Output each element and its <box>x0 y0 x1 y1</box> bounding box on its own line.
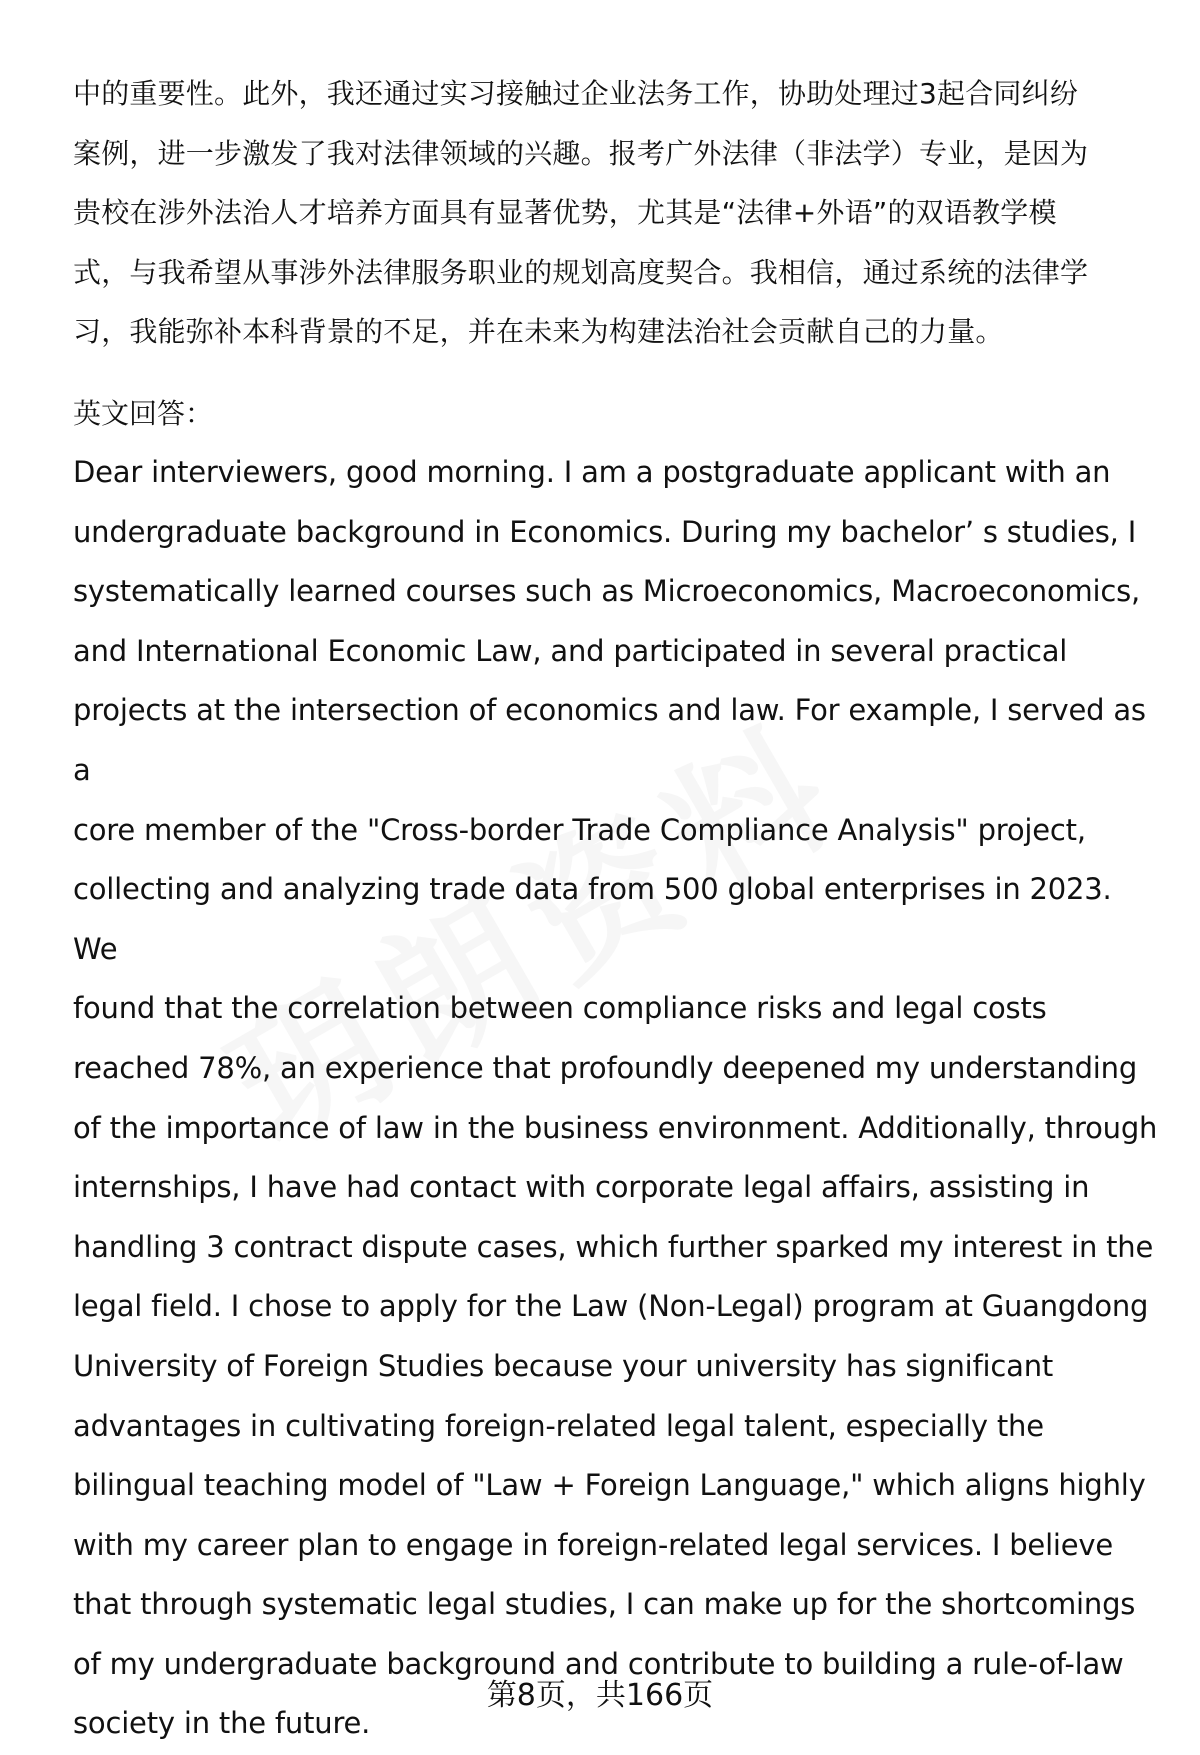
text-line: bilingual teaching model of "Law + Foreign Language," which aligns highly <box>73 1468 1146 1503</box>
text-line: and International Economic Law, and participated in several practical <box>73 633 1068 668</box>
document-body <box>73 64 1163 1754</box>
chinese-answer-paragraph <box>73 64 1163 362</box>
text-line: 式，与我希望从事涉外法律服务职业的规划高度契合。我相信，通过系统的法律学 <box>73 255 1089 289</box>
text-line: University of Foreign Studies because your university has significant <box>73 1348 1054 1383</box>
text-line: of my undergraduate background and contribute to building a rule-of-law <box>73 1646 1124 1681</box>
text-line: found that the correlation between compliance risks and legal costs <box>73 991 1047 1026</box>
text-line: internships, I have had contact with corporate legal affairs, assisting in <box>73 1170 1090 1205</box>
text-line: advantages in cultivating foreign-related legal talent, especially the <box>73 1408 1044 1443</box>
text-line: 贵校在涉外法治人才培养方面具有显著优势，尤其是“法律+外语”的双语教学模 <box>73 196 1057 229</box>
page-number: 第8页，共166页 <box>486 1678 714 1713</box>
text-line: 习，我能弥补本科背景的不足，并在未来为构建法治社会贡献自己的力量。 <box>73 315 1004 348</box>
text-line: 案例，进一步激发了我对法律领域的兴趣。报考广外法律（非法学）专业，是因为 <box>73 136 1089 170</box>
text-line: handling 3 contract dispute cases, which further sparked my interest in the <box>73 1229 1154 1264</box>
text-line: legal field. I chose to apply for the Law (Non-Legal) program at Guangdong <box>73 1289 1149 1324</box>
text-line: core member of the "Cross-border Trade Compliance Analysis" project, <box>73 812 1086 847</box>
text-line: systematically learned courses such as Microeconomics, Macroeconomics, <box>73 574 1141 609</box>
text-line: that through systematic legal studies, I can make up for the shortcomings <box>73 1587 1136 1622</box>
text-line: projects at the intersection of economics and law. For example, I served as a <box>73 693 1146 787</box>
text-line: society in the future. <box>73 1706 371 1741</box>
text-line: of the importance of law in the business environment. Additionally, through <box>73 1110 1158 1145</box>
text-line: with my career plan to engage in foreign-related legal services. I believe <box>73 1527 1114 1562</box>
text-line: 中的重要性。此外，我还通过实习接触过企业法务工作，协助处理过3起合同纠纷 <box>73 77 1079 110</box>
english-answer-label: 英文回答： <box>73 396 214 430</box>
english-answer-paragraph <box>73 443 1163 1754</box>
text-line: reached 78%, an experience that profoundly deepened my understanding <box>73 1050 1138 1085</box>
text-line: undergraduate background in Economics. During my bachelor’ s studies, I <box>73 514 1137 549</box>
text-line: Dear interviewers, good morning. I am a postgraduate applicant with an <box>73 455 1111 489</box>
text-line: collecting and analyzing trade data from 500 global enterprises in 2023. We <box>73 872 1112 966</box>
